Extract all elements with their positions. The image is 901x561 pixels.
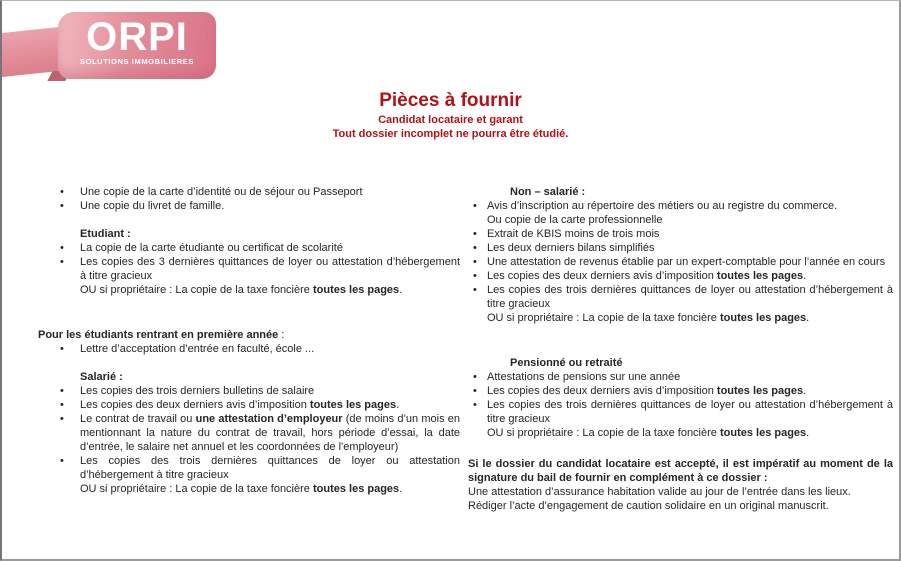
list-item: • Les copies des 3 dernières quittances de loyer ou attestation d’hébergement à titre gracieux [38,255,460,283]
document-body [2,185,899,513]
logo-tagline-text: SOLUTIONS IMMOBILIERES [79,57,195,66]
list-item: • Les copies des trois dernières quittances de loyer ou attestation d’hébergement à titre gracieux [468,283,893,311]
list-item: • Le contrat de travail ou une attestation d’employeur (de moins d’un mois en mentionnant la nature du contrat de travail, hors période d’essai, la date d’entrée, le salaire net annuel et les coordonnées de l'employeur) [38,412,460,454]
list-item: • Lettre d’acceptation d’entrée en faculté, école ... [38,342,460,356]
identity-list [38,185,460,213]
list-item: OU si propriétaire : La copie de la taxe foncière toutes les pages. [487,312,810,324]
subtitle: Candidat locataire et garant [378,114,523,126]
list-item: • Une attestation de revenus établie par un expert-comptable pour l’année en cours [468,255,893,269]
acceptance-note [468,457,893,513]
list-item: • Attestations de pensions sur une année [468,370,893,384]
list-item: • Avis d’inscription au répertoire des métiers ou au registre du commerce. [468,199,893,213]
list-item: • Les deux derniers bilans simplifiés [468,241,893,255]
list-item: • Les copies des deux derniers avis d’imposition toutes les pages. [468,384,893,398]
list-item: • La copie de la carte étudiante ou certificat de scolarité [38,241,460,255]
salarie-list [38,384,460,496]
section-heading-salarie: Salarié : [80,371,123,383]
section-heading-non-salarie: Non – salarié : [510,186,586,198]
logo-panel [58,12,216,79]
section-heading-premiere-annee: Pour les étudiants rentrant en première année : [38,329,285,341]
non-salarie-list [468,199,893,325]
section-heading-pensionne: Pensionné ou retraité [510,357,623,369]
right-column [468,185,893,513]
logo-brand-text: ORPI [86,15,188,59]
list-item: • Une copie de la carte d’identité ou de séjour ou Passeport [38,185,460,199]
list-item: Ou copie de la carte professionnelle [487,214,663,226]
acceptance-note-line: Rédiger l’acte d’engagement de caution solidaire en un original manuscrit. [468,500,829,512]
acceptance-note-line: Une attestation d’assurance habitation valide au jour de l’entrée dans les lieux. [468,486,851,498]
list-item: OU si propriétaire : La copie de la taxe foncière toutes les pages. [487,427,810,439]
premiere-annee-list [38,342,460,356]
list-item: • Les copies des deux derniers avis d’imposition toutes les pages. [38,398,460,412]
orpi-logo [2,7,234,89]
list-item: • Les copies des deux derniers avis d’imposition toutes les pages. [468,269,893,283]
warning-note: Tout dossier incomplet ne pourra être étudié. [332,128,569,140]
list-item: • Les copies des trois derniers bulletins de salaire [38,384,460,398]
page-title: Pièces à fournir [379,90,522,111]
left-column [38,185,460,513]
list-item: • Les copies des trois dernières quittances de loyer ou attestation d’hébergement à titre gracieux [38,454,460,482]
section-heading-etudiant: Etudiant : [80,228,131,240]
list-item: • Extrait de KBIS moins de trois mois [468,227,893,241]
list-item: OU si propriétaire : La copie de la taxe foncière toutes les pages. [80,284,403,296]
acceptance-note-intro: Si le dossier du candidat locataire est accepté, il est impératif au moment de la signature du bail de fournir en complément à ce dossier : [468,458,893,484]
list-item: OU si propriétaire : La copie de la taxe foncière toutes les pages. [80,483,403,495]
pensionne-list [468,370,893,440]
etudiant-list [38,241,460,297]
list-item: • Les copies des trois dernières quittances de loyer ou attestation d’hébergement à titre gracieux [468,398,893,426]
list-item: • Une copie du livret de famille. [38,199,460,213]
